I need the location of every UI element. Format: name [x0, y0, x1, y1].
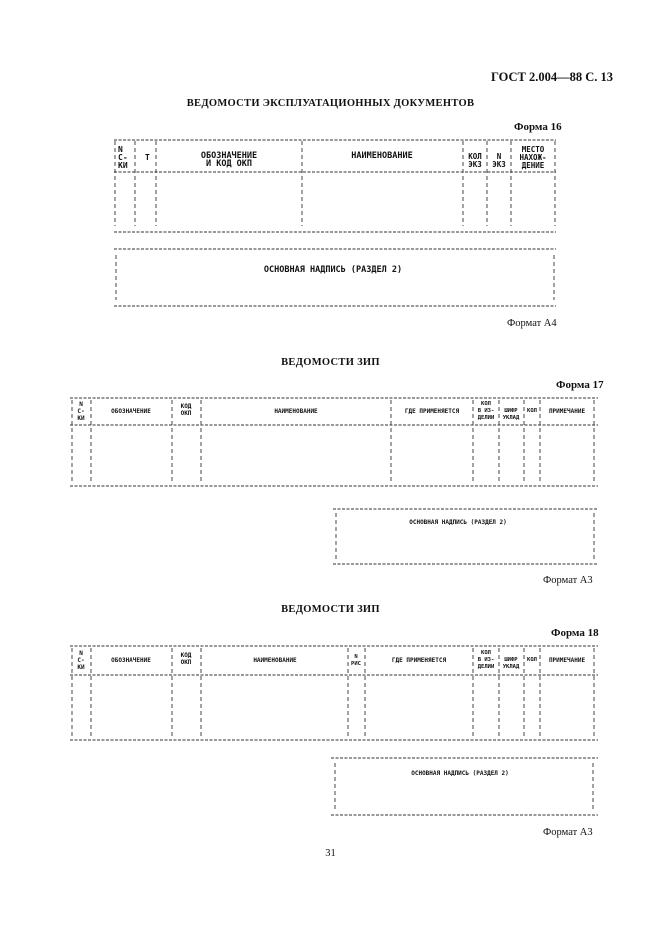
form16-col-n2: N: [496, 152, 502, 161]
form17-col-v-1: КОЛ: [481, 401, 491, 407]
form17-col-n-2: С-: [77, 408, 85, 415]
form18-format: Формат А3: [543, 827, 593, 838]
form18-col-n-3: КИ: [77, 664, 85, 671]
form18-col-v-1: КОЛ: [481, 650, 491, 656]
form18-col-kod-2: ОКП: [180, 659, 192, 666]
form17-stamp-label: ОСНОВНАЯ НАДПИСЬ (РАЗДЕЛ 2): [409, 519, 507, 526]
page-number: 31: [325, 848, 336, 859]
form16-col-oboz-1: ОБОЗНАЧЕНИЕ: [200, 151, 258, 161]
form17-col-v-2: В ИЗ-: [477, 408, 495, 414]
form18-col-nm-1: N: [354, 654, 358, 660]
form18-stamp-label: ОСНОВНАЯ НАДПИСЬ (РАЗДЕЛ 2): [411, 770, 509, 777]
form17-title: ВЕДОМОСТИ ЗИП: [281, 357, 380, 368]
form16-col-naim: НАИМЕНОВАНИЕ: [351, 151, 413, 161]
form18-col-shifr-2: УКЛАД: [502, 664, 520, 670]
form18-title: ВЕДОМОСТИ ЗИП: [281, 604, 380, 615]
form18-col-naim: НАИМЕНОВАНИЕ: [253, 657, 297, 664]
form18-label: Форма 18: [551, 627, 599, 639]
form18-col-n-1: N: [79, 650, 83, 657]
form17-col-kod-1: КОД: [180, 403, 192, 410]
form18-col-kod-1: КОД: [180, 652, 192, 659]
form18-col-shifr-1: ШИФР: [504, 657, 518, 663]
form16-col-mesto-2: НАХОЖ-: [519, 153, 547, 162]
form18-col-kol: КОЛ: [527, 657, 537, 663]
form16-col-s: С-: [118, 153, 128, 162]
form17-col-prim: ПРИМЕЧАНИЕ: [548, 408, 586, 415]
form16-col-n: N: [118, 145, 123, 154]
form16-label: Форма 16: [514, 121, 562, 133]
form17-col-shifr-2: УКЛАД: [502, 415, 520, 421]
form18-col-v-3: ДЕЛИИ: [477, 664, 495, 670]
form18-col-n-2: С-: [77, 657, 85, 664]
form16-col-n2-b: ЭКЗ: [492, 160, 506, 169]
form16-col-kol-2: ЭКЗ: [468, 160, 482, 169]
form16-title: ВЕДОМОСТИ ЭКСПЛУАТАЦИОННЫХ ДОКУМЕНТОВ: [186, 98, 475, 109]
form17-col-shifr-1: ШИФР: [504, 408, 518, 414]
form18-col-gde: ГДЕ ПРИМЕНЯЕТСЯ: [391, 657, 447, 664]
form17-format: Формат А3: [543, 575, 593, 586]
form16-format: Формат А4: [507, 318, 557, 329]
form17-col-n-1: N: [79, 401, 83, 408]
form16-col-mesto-1: МЕСТО: [521, 145, 545, 154]
form17-col-naim: НАИМЕНОВАНИЕ: [274, 408, 318, 415]
form16-stamp-label: ОСНОВНАЯ НАДПИСЬ (РАЗДЕЛ 2): [263, 265, 403, 275]
form16-col-kol-1: КОЛ: [468, 152, 482, 161]
form16-col-ki: КИ: [118, 161, 128, 170]
form18-col-v-2: В ИЗ-: [477, 657, 495, 663]
form16-col-oboz-2: И КОД ОКП: [205, 159, 253, 169]
form17-col-kol: КОЛ: [527, 408, 537, 414]
form18-col-nm-2: РИС: [351, 661, 361, 667]
form16-col-mesto-3: ДЕНИЕ: [521, 161, 545, 170]
page-header: ГОСТ 2.004—88 С. 13: [490, 70, 613, 84]
form17-col-kod-2: ОКП: [180, 410, 192, 417]
form17-col-v-3: ДЕЛИИ: [477, 415, 495, 421]
form17-col-oboz: ОБОЗНАЧЕНИЕ: [111, 408, 151, 415]
form17-label: Форма 17: [556, 379, 604, 391]
form18-col-oboz: ОБОЗНАЧЕНИЕ: [111, 657, 151, 664]
form18-col-prim: ПРИМЕЧАНИЕ: [548, 657, 586, 664]
form17-col-gde: ГДЕ ПРИМЕНЯЕТСЯ: [404, 408, 460, 415]
form17-col-n-3: КИ: [77, 415, 85, 422]
form16-col-t: Т: [145, 153, 150, 162]
